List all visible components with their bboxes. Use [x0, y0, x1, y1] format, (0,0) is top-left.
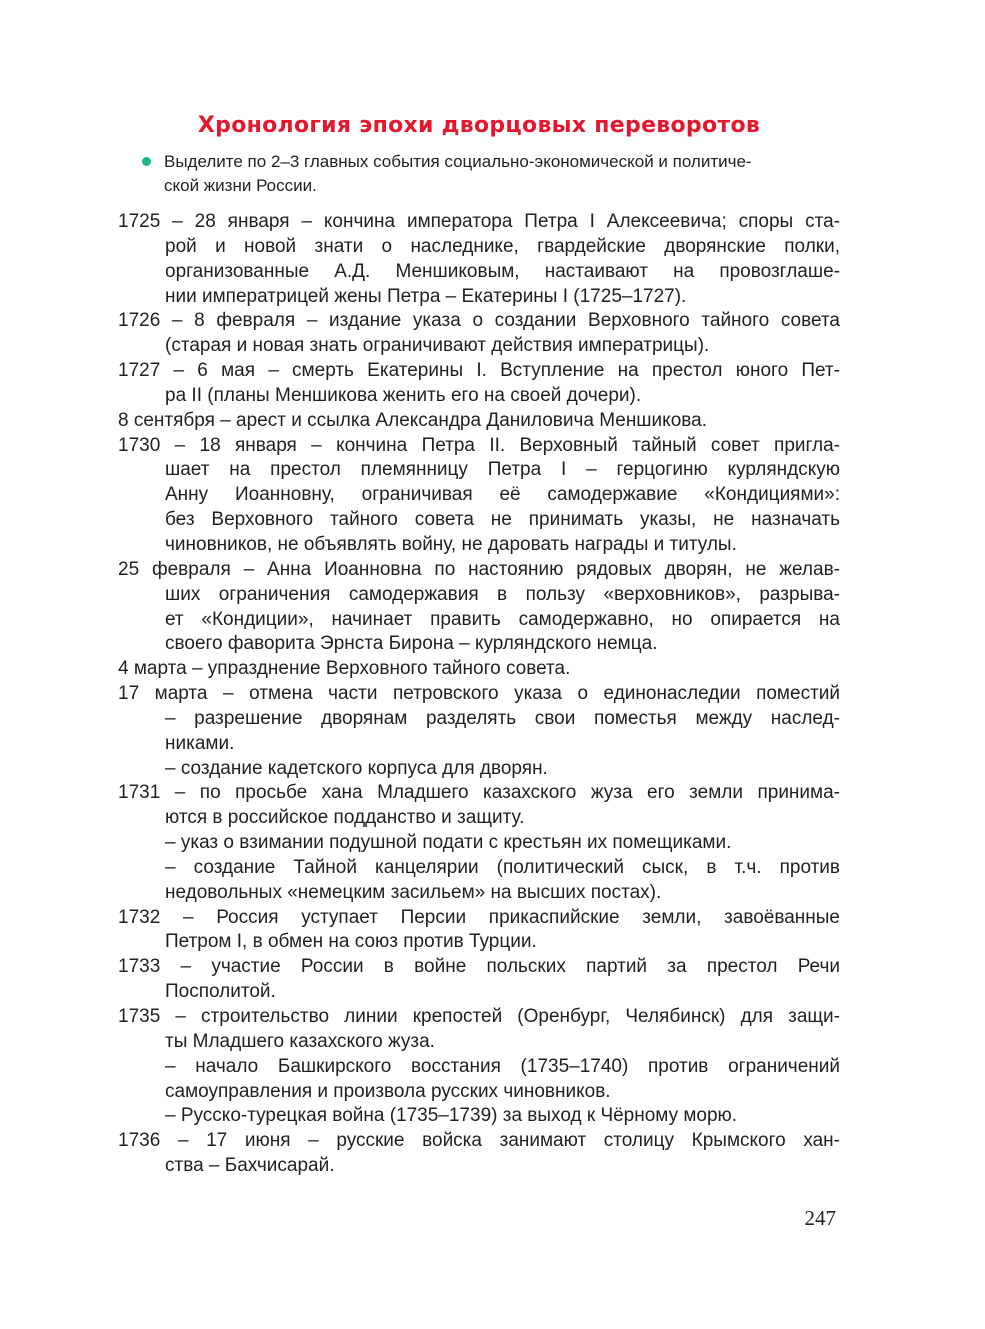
chronology-line: шает на престол племянницу Петра I – герцогиню курляндскую	[165, 459, 840, 481]
page-number: 247	[804, 1206, 836, 1230]
chronology-line: ты Младшего казахского жуза.	[165, 1030, 435, 1052]
chronology-line: 1727 – 6 мая – смерть Екатерины I. Вступление на престол юного Пет-	[118, 360, 840, 382]
chronology-line: – разрешение дворянам разделять свои поместья между наслед-	[165, 707, 840, 729]
chronology-line: 1732 – Россия уступает Персии прикаспийские земли, завоёванные	[118, 906, 840, 928]
chronology-line: ства – Бахчисарай.	[165, 1155, 335, 1177]
chronology-line: 1730 – 18 января – кончина Петра II. Верховный тайный совет пригла-	[118, 434, 840, 456]
chronology-line: Посполитой.	[165, 981, 276, 1003]
chronology-line: Анну Иоанновну, ограничивая её самодержавие «Кондициями»:	[165, 484, 840, 506]
chronology-line: нии императрицей жены Петра – Екатерины I (1725–1727).	[165, 285, 687, 307]
chronology-line: – создание Тайной канцелярии (политический сыск, в т.ч. против	[165, 856, 840, 878]
chronology-line: самоуправления и произвола русских чиновников.	[165, 1080, 611, 1102]
chronology-line: – указ о взимании подушной подати с крестьян их помещиками.	[165, 832, 732, 854]
chronology-line: ра II (планы Меншикова женить его на своей дочери).	[165, 384, 642, 406]
textbook-page	[118, 0, 840, 1329]
chronology-line: 25 февраля – Анна Иоанновна по настоянию рядовых дворян, не желав-	[118, 558, 840, 580]
chronology-line: ших ограничения самодержавия в пользу «верховников», разрыва-	[165, 583, 840, 605]
task-line: ской жизни России.	[164, 176, 317, 195]
chronology-line: – создание кадетского корпуса для дворян.	[165, 757, 548, 779]
chronology-line: чиновников, не объявлять войну, не даровать награды и титулы.	[165, 533, 737, 555]
chronology-line: 1731 – по просьбе хана Младшего казахского жуза его земли принима-	[118, 782, 840, 804]
chronology-line: 1736 – 17 июня – русские войска занимают столицу Крымского хан-	[118, 1130, 840, 1152]
chronology-line: 4 марта – упразднение Верховного тайного совета.	[118, 658, 571, 680]
chronology-line: Петром I, в обмен на союз против Турции.	[165, 931, 537, 953]
chronology-line: своего фаворита Эрнста Бирона – курляндского немца.	[165, 633, 658, 655]
task-line: Выделите по 2–3 главных события социально-экономической и политиче-	[164, 152, 752, 171]
chronology-line: 1726 – 8 февраля – издание указа о создании Верховного тайного совета	[118, 310, 840, 332]
chronology-line: организованные А.Д. Меншиковым, настаивают на провозглаше-	[165, 260, 840, 282]
page-title: Хронология эпохи дворцовых переворотов	[197, 113, 761, 138]
chronology-list	[118, 210, 840, 1179]
chronology-line: – Русско-турецкая война (1735–1739) за выход к Чёрному морю.	[165, 1105, 738, 1127]
chronology-line: 1733 – участие России в войне польских партий за престол Речи	[118, 956, 840, 978]
chronology-line: 1735 – строительство линии крепостей (Оренбург, Челябинск) для защи-	[118, 1006, 840, 1027]
chronology-line: без Верховного тайного совета не принимать указы, не назначать	[165, 509, 840, 531]
chronology-line: никами.	[165, 732, 235, 754]
chronology-line: 17 марта – отмена части петровского указа о единонаследии поместий	[118, 683, 840, 705]
chronology-line: 1725 – 28 января – кончина императора Петра I Алексеевича; споры ста-	[118, 211, 840, 232]
chronology-line: ет «Кондиции», начинает править самодержавно, но опирается на	[165, 608, 840, 630]
chronology-line: – начало Башкирского восстания (1735–1740) против ограничений	[165, 1055, 840, 1077]
chronology-line: рой и новой знати о наследнике, гвардейские дворянские полки,	[165, 235, 840, 257]
chronology-line: недовольных «немецким засильем» на высших постах).	[165, 881, 662, 903]
bullet-icon	[142, 157, 151, 166]
chronology-line: 8 сентября – арест и ссылка Александра Даниловича Меншикова.	[118, 409, 707, 431]
chronology-line: ются в российское подданство и защиту.	[165, 807, 525, 829]
chronology-line: (старая и новая знать ограничивают действия императрицы).	[165, 335, 710, 357]
